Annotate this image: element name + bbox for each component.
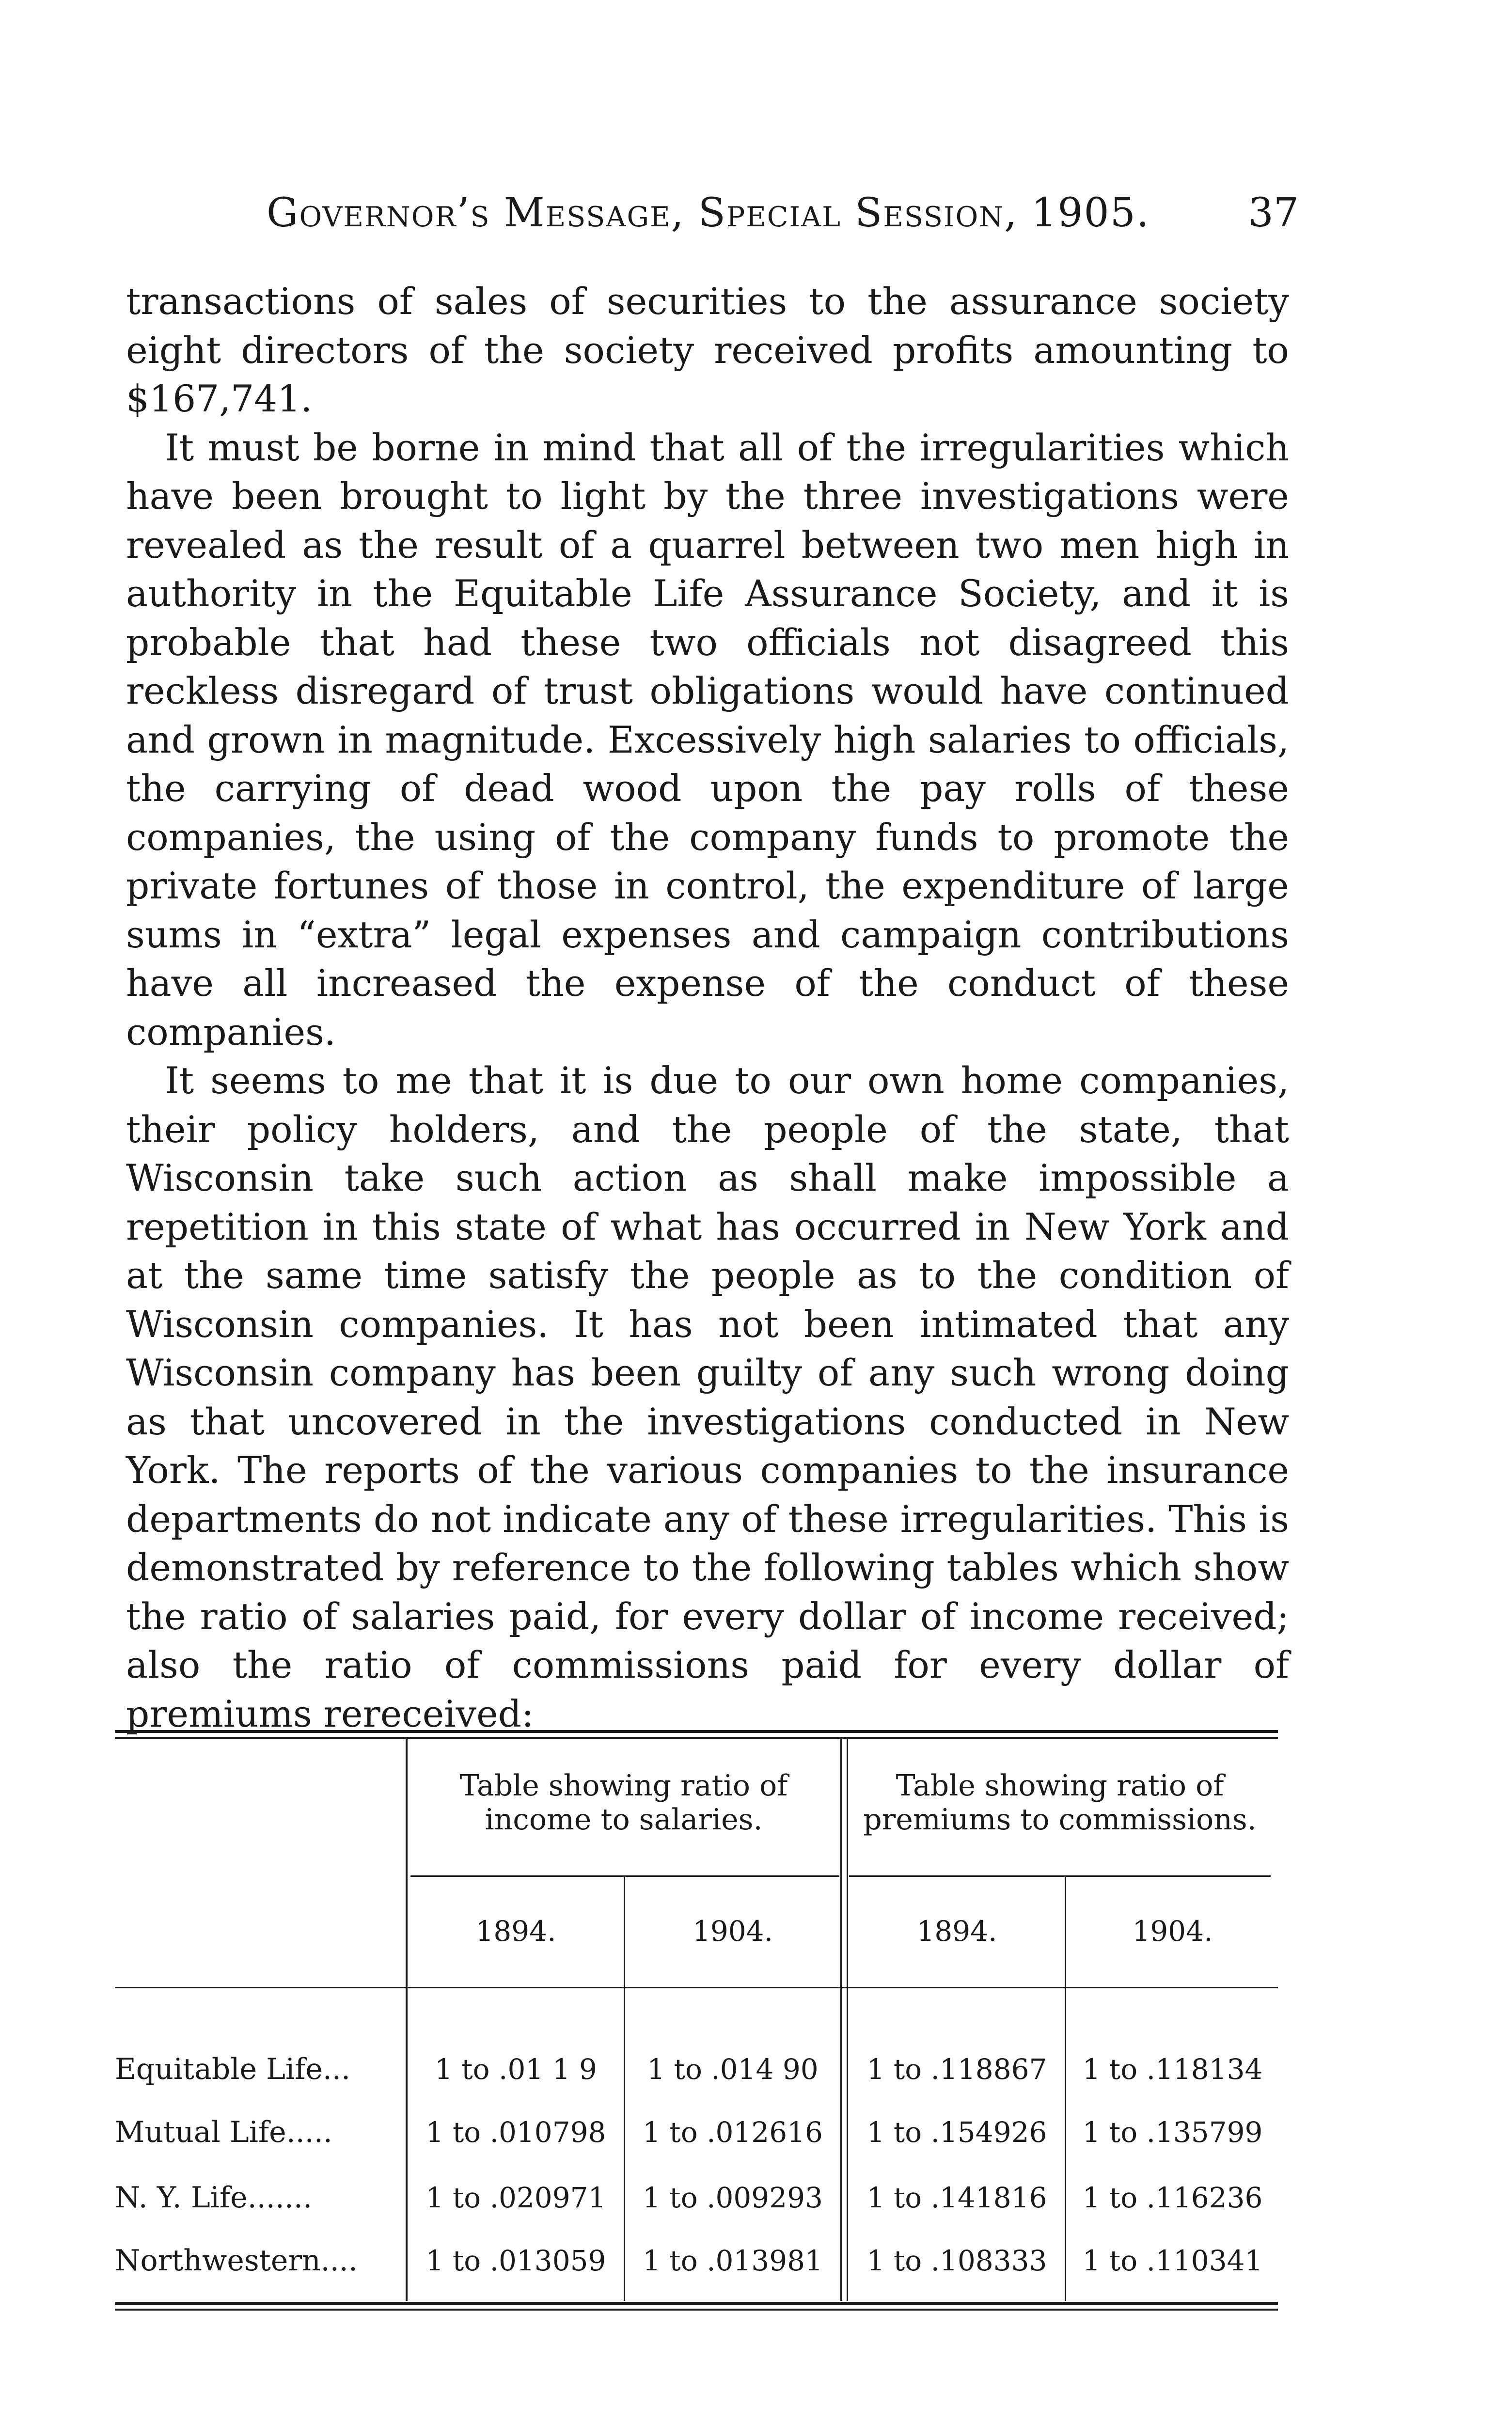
row-label-ny-life: N. Y. Life.......	[115, 2181, 313, 2215]
column-divider	[406, 1739, 408, 2301]
paragraph-2: It must be borne in mind that all of the irregularities which have been brought to light by the three investigations were revealed as the result of a quarrel between two men high in authority in the Equitable Life Assurance Society, and it is probable that had these two officials not disagreed this reckless disregard of trust obligations would have continued and grown in magnitude. Excessively high salaries to officials, the carrying of dead wood upon the pay rolls of these companies, the using of the company funds to promote the private fortunes of those in control, the expenditure of large sums in “extra” legal expenses and campaign contributions have all increased the expense of the conduct of these companies.	[126, 426, 1289, 1054]
table-top-rule	[115, 1730, 1278, 1739]
year-header: 1894.	[475, 1915, 556, 1948]
table-cell: 1 to .154926	[866, 2116, 1047, 2149]
year-header: 1904.	[692, 1915, 773, 1948]
paragraph-3: It seems to me that it is due to our own home companies, their policy holders, and the people of the state, that Wisconsin take such action as shall make impossible a repetition in this state of what has occurred in New York and at the same time satisfy the people as to the condition of Wisconsin companies. It has not been intimated that any Wisconsin company has been guilty of any such wrong doing as that uncovered in the investigations conducted in New York. The reports of the various companies to the insurance departments do not indicate any of these irregularities. This is demonstrated by reference to the following tables which show the ratio of salaries paid, for every dollar of income received; also the ratio of commissions paid for every dollar of premiums rereceived:	[126, 1059, 1289, 1735]
table-cell: 1 to .110341	[1082, 2244, 1263, 2277]
ratio-table	[115, 1730, 1278, 2326]
table-cell: 1 to .01 1 9	[435, 2053, 597, 2086]
table-cell: 1 to .012616	[643, 2116, 823, 2149]
table-cell: 1 to .013059	[425, 2244, 606, 2277]
table-cell: 1 to .009293	[643, 2181, 823, 2214]
table-cell: 1 to .116236	[1082, 2181, 1263, 2214]
table-cell: 1 to .013981	[643, 2244, 823, 2277]
table-cell: 1 to .141816	[866, 2181, 1047, 2214]
group-header-salaries: Table showing ratio of income to salaries.	[459, 1769, 788, 1837]
table-cell: 1 to .118867	[866, 2053, 1047, 2086]
row-label-northwestern: Northwestern....	[115, 2244, 358, 2278]
paragraph-1: transactions of sales of securities to the assurance society eight directors of the society received profits amounting to $167,741.	[126, 280, 1289, 420]
table-cell: 1 to .014 90	[647, 2053, 819, 2086]
table-cell: 1 to .135799	[1082, 2116, 1263, 2149]
page-number: 37	[1248, 190, 1299, 236]
table-cell: 1 to .118134	[1082, 2053, 1263, 2086]
table-cell: 1 to .108333	[866, 2244, 1047, 2277]
table-cell: 1 to .010798	[425, 2116, 606, 2149]
row-label-mutual: Mutual Life.....	[115, 2115, 332, 2149]
year-header: 1904.	[1132, 1915, 1213, 1948]
column-divider	[624, 1875, 625, 2301]
year-header-rule	[115, 1987, 1278, 1988]
group-header-commissions: Table showing ratio of premiums to commissions.	[863, 1769, 1257, 1837]
body-text	[126, 277, 1289, 1738]
column-divider	[847, 1739, 848, 2301]
row-label-equitable: Equitable Life...	[115, 2052, 351, 2086]
running-title: Governor’s Message, Special Session, 1905.	[267, 190, 1150, 236]
column-divider	[1065, 1875, 1066, 2301]
group-header-rule	[410, 1875, 839, 1877]
year-header: 1894.	[916, 1915, 997, 1948]
table-bottom-rule	[115, 2302, 1278, 2311]
running-header	[126, 184, 1299, 242]
column-divider	[840, 1739, 842, 2301]
group-header-rule	[849, 1875, 1271, 1877]
table-cell: 1 to .020971	[425, 2181, 606, 2214]
